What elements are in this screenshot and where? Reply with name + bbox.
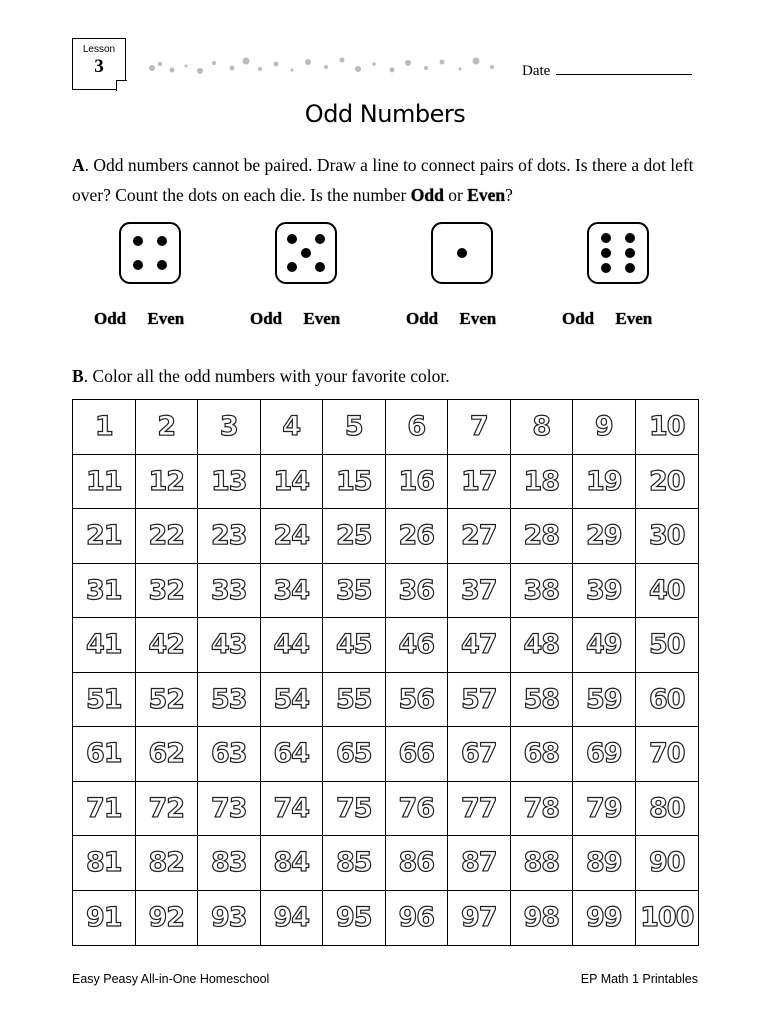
number-cell[interactable]: 71 [73, 782, 136, 837]
number-cell[interactable]: 56 [386, 673, 449, 728]
number-cell[interactable]: 80 [636, 782, 699, 837]
odd-choice[interactable]: Odd [562, 309, 595, 328]
date-field[interactable] [522, 63, 692, 80]
die-4-choices [562, 309, 652, 329]
number-cell[interactable]: 39 [573, 564, 636, 619]
die-pip [301, 248, 311, 258]
number-cell[interactable]: 11 [73, 455, 136, 510]
number-cell[interactable]: 69 [573, 727, 636, 782]
number-cell[interactable]: 10 [636, 400, 699, 455]
number-cell[interactable]: 16 [386, 455, 449, 510]
number-cell[interactable]: 86 [386, 836, 449, 891]
number-cell[interactable]: 51 [73, 673, 136, 728]
die-four [119, 222, 181, 284]
or-word: or [443, 185, 468, 205]
odd-choice[interactable]: Odd [250, 309, 283, 328]
dice-row [0, 222, 770, 292]
number-cell[interactable]: 62 [136, 727, 199, 782]
page-title: Odd Numbers [304, 100, 466, 128]
number-cell[interactable]: 76 [386, 782, 449, 837]
die-pip [315, 234, 325, 244]
number-cell[interactable]: 40 [636, 564, 699, 619]
even-choice[interactable]: Even [147, 309, 185, 328]
odd-choice[interactable]: Odd [94, 309, 127, 328]
section-b-text: . Color all the odd numbers with your favorite color. [83, 366, 450, 386]
number-cell[interactable]: 49 [573, 618, 636, 673]
number-cell[interactable]: 70 [636, 727, 699, 782]
number-cell[interactable]: 92 [136, 891, 199, 946]
section-b-letter: B [72, 366, 84, 386]
number-cell[interactable]: 2 [136, 400, 199, 455]
die-pip [601, 248, 611, 258]
lesson-number: 3 [94, 56, 104, 77]
die-pip [625, 233, 635, 243]
number-cell[interactable]: 66 [386, 727, 449, 782]
lesson-badge [72, 38, 126, 90]
die-six [587, 222, 649, 284]
die-pip [287, 234, 297, 244]
number-cell[interactable]: 21 [73, 509, 136, 564]
die-pip [133, 260, 143, 270]
lesson-label: Lesson [82, 44, 116, 55]
number-cell[interactable]: 60 [636, 673, 699, 728]
number-cell[interactable]: 77 [448, 782, 511, 837]
number-cell[interactable]: 90 [636, 836, 699, 891]
section-a-letter: A [72, 155, 85, 175]
paint-splatter-decoration [142, 50, 502, 80]
number-cell[interactable]: 50 [636, 618, 699, 673]
number-cell[interactable]: 58 [511, 673, 574, 728]
number-cell[interactable]: 75 [323, 782, 386, 837]
number-cell[interactable]: 41 [73, 618, 136, 673]
number-cell[interactable]: 12 [136, 455, 199, 510]
number-cell[interactable]: 1 [73, 400, 136, 455]
number-cell[interactable]: 94 [261, 891, 324, 946]
number-cell[interactable]: 4 [261, 400, 324, 455]
number-cell[interactable]: 61 [73, 727, 136, 782]
number-cell[interactable]: 7 [448, 400, 511, 455]
even-choice[interactable]: Even [459, 309, 497, 328]
number-cell[interactable]: 20 [636, 455, 699, 510]
number-cell[interactable]: 48 [511, 618, 574, 673]
section-a-instructions [72, 150, 712, 210]
number-cell[interactable]: 53 [198, 673, 261, 728]
number-cell[interactable]: 87 [448, 836, 511, 891]
number-cell[interactable]: 25 [323, 509, 386, 564]
number-cell[interactable]: 26 [386, 509, 449, 564]
number-cell[interactable]: 100 [640, 902, 694, 934]
number-cell[interactable]: 37 [448, 564, 511, 619]
die-3-choices [406, 309, 496, 329]
number-cell[interactable]: 73 [198, 782, 261, 837]
number-cell[interactable]: 79 [573, 782, 636, 837]
die-pip [315, 262, 325, 272]
number-cell[interactable]: 59 [573, 673, 636, 728]
number-cell[interactable]: 45 [323, 618, 386, 673]
footer-left: Easy Peasy All-in-One Homeschool [72, 972, 270, 986]
die-pip [625, 263, 635, 273]
number-cell[interactable]: 9 [573, 400, 636, 455]
even-choice[interactable]: Even [303, 309, 341, 328]
number-cell[interactable]: 57 [448, 673, 511, 728]
number-cell[interactable]: 8 [511, 400, 574, 455]
number-cell[interactable]: 29 [573, 509, 636, 564]
number-cell[interactable]: 85 [323, 836, 386, 891]
number-cell[interactable]: 96 [386, 891, 449, 946]
number-cell[interactable]: 35 [323, 564, 386, 619]
die-pip [625, 248, 635, 258]
number-cell[interactable]: 63 [198, 727, 261, 782]
even-word: Even [467, 185, 506, 205]
number-cell[interactable]: 15 [323, 455, 386, 510]
die-pip [157, 236, 167, 246]
number-cell[interactable]: 18 [511, 455, 574, 510]
number-cell[interactable]: 38 [511, 564, 574, 619]
number-cell[interactable]: 91 [73, 891, 136, 946]
die-1-choices [94, 309, 184, 329]
number-cell[interactable]: 17 [448, 455, 511, 510]
number-cell[interactable]: 95 [323, 891, 386, 946]
page-fold-corner [116, 80, 127, 91]
number-cell[interactable]: 31 [73, 564, 136, 619]
die-pip [157, 260, 167, 270]
number-cell[interactable]: 89 [573, 836, 636, 891]
number-cell[interactable]: 78 [511, 782, 574, 837]
number-cell[interactable]: 42 [136, 618, 199, 673]
number-cell[interactable]: 68 [511, 727, 574, 782]
number-cell[interactable]: 99 [573, 891, 636, 946]
number-cell[interactable]: 97 [448, 891, 511, 946]
die-pip [287, 262, 297, 272]
die-five [275, 222, 337, 284]
number-cell[interactable]: 64 [261, 727, 324, 782]
number-cell[interactable]: 28 [511, 509, 574, 564]
number-cell[interactable]: 54 [261, 673, 324, 728]
number-cell[interactable]: 47 [448, 618, 511, 673]
number-cell[interactable]: 32 [136, 564, 199, 619]
die-pip [601, 233, 611, 243]
number-cell[interactable]: 82 [136, 836, 199, 891]
die-one [431, 222, 493, 284]
hundred-chart [72, 399, 699, 946]
number-cell[interactable]: 93 [198, 891, 261, 946]
date-label: Date [522, 63, 551, 79]
number-cell[interactable]: 55 [323, 673, 386, 728]
number-cell[interactable]: 44 [261, 618, 324, 673]
number-cell[interactable]: 84 [261, 836, 324, 891]
number-cell[interactable]: 46 [386, 618, 449, 673]
number-cell[interactable]: 36 [386, 564, 449, 619]
number-cell[interactable]: 30 [636, 509, 699, 564]
footer-right: EP Math 1 Printables [580, 972, 698, 986]
question-mark: ? [505, 185, 513, 205]
even-choice[interactable]: Even [615, 309, 653, 328]
number-cell[interactable]: 81 [73, 836, 136, 891]
number-cell[interactable]: 67 [448, 727, 511, 782]
number-cell[interactable]: 24 [261, 509, 324, 564]
die-pip [601, 263, 611, 273]
number-cell[interactable]: 33 [198, 564, 261, 619]
number-cell[interactable]: 52 [136, 673, 199, 728]
number-cell[interactable]: 74 [261, 782, 324, 837]
number-cell[interactable]: 34 [261, 564, 324, 619]
number-cell[interactable]: 65 [323, 727, 386, 782]
number-cell[interactable]: 13 [198, 455, 261, 510]
odd-word: Odd [410, 185, 444, 205]
number-cell[interactable]: 72 [136, 782, 199, 837]
number-cell[interactable]: 83 [198, 836, 261, 891]
number-cell[interactable]: 19 [573, 455, 636, 510]
odd-choice[interactable]: Odd [406, 309, 439, 328]
number-cell[interactable]: 22 [136, 509, 199, 564]
number-cell[interactable]: 14 [261, 455, 324, 510]
date-blank-line[interactable] [556, 73, 692, 75]
section-b-instructions [72, 366, 450, 387]
number-cell[interactable]: 23 [198, 509, 261, 564]
number-cell[interactable]: 43 [198, 618, 261, 673]
die-pip [457, 248, 467, 258]
die-pip [133, 236, 143, 246]
number-cell[interactable]: 88 [511, 836, 574, 891]
number-cell[interactable]: 27 [448, 509, 511, 564]
die-2-choices [250, 309, 340, 329]
number-cell[interactable]: 6 [386, 400, 449, 455]
number-cell[interactable]: 5 [323, 400, 386, 455]
number-cell[interactable]: 98 [511, 891, 574, 946]
number-cell[interactable]: 3 [198, 400, 261, 455]
section-a-text: . Odd numbers cannot be paired. Draw a line to connect pairs of dots. Is there a dot left over? Count the dots on each die. Is the number [72, 155, 694, 205]
